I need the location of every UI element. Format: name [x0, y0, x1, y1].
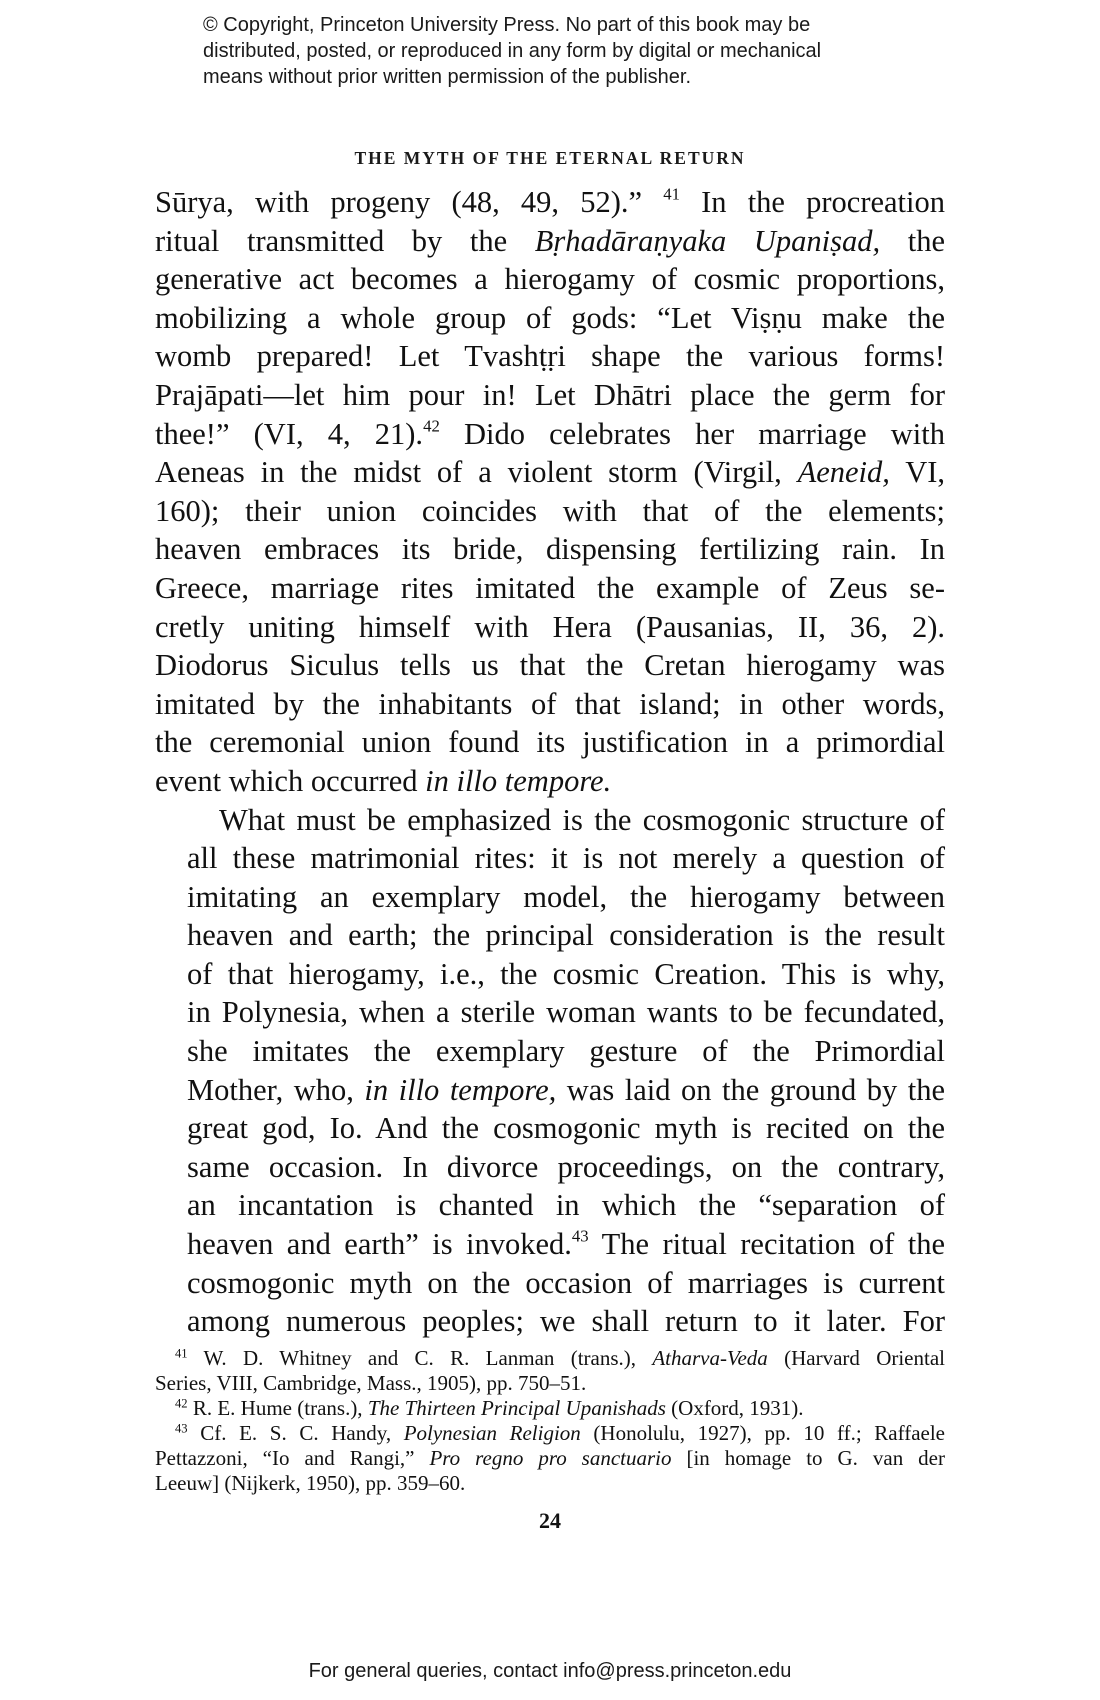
italic-text: Atharva-Veda — [652, 1346, 768, 1370]
text-line: in Polynesia, when a sterile woman wants to be fecundated, — [187, 995, 945, 1030]
copyright-line: distributed, posted, or reproduced in any form by digital or mechanical — [203, 40, 822, 62]
text-line: she imitates the exemplary gesture of the Primordial — [187, 1034, 945, 1069]
italic-text: Pro regno pro sanctuario — [429, 1446, 672, 1470]
text-line: thee!” (VI, 4, 21).$^{42}$ Dido celebrates her marriage with — [155, 415, 946, 451]
footnote-ref: 42 — [423, 415, 440, 435]
text-line: Series, VIII, Cambridge, Mass., 1905), pp. 750–51. — [155, 1371, 587, 1395]
running-head: THE MYTH OF THE ETERNAL RETURN — [354, 148, 746, 168]
copyright-notice — [203, 12, 963, 90]
text-line: $^{43}$ Cf. E. S. C. Handy, Polynesian Religion (Honolulu, 1927), pp. 10 ff.; Raffaele — [175, 1421, 946, 1445]
text-line: great god, Io. And the cosmogonic myth is recited on the — [187, 1111, 945, 1146]
text-line: womb prepared! Let Tvashṭṛi shape the various forms! — [155, 339, 945, 374]
text-line: heaven and earth” is invoked.$^{43}$ The ritual recitation of the — [187, 1226, 945, 1262]
text-line: Mother, who, in illo tempore, was laid on the ground by the — [187, 1072, 945, 1107]
text-line: Greece, marriage rites imitated the example of Zeus se- — [155, 570, 945, 605]
italic-text: Aeneid, — [797, 455, 890, 490]
text-line: ritual transmitted by the Bṛhadāraṇyaka Upaniṣad, the — [155, 223, 945, 258]
footnotes — [155, 1346, 945, 1496]
text-line: $^{42}$ R. E. Hume (trans.), The Thirteen Principal Upanishads (Oxford, 1931). — [175, 1396, 804, 1420]
text-line: cretly uniting himself with Hera (Pausanias, II, 36, 2). — [155, 609, 945, 644]
footnote — [155, 1421, 945, 1496]
text-line: all these matrimonial rites: it is not merely a question of — [187, 841, 945, 876]
text-line: event which occurred in illo tempore. — [155, 763, 612, 798]
footnote-ref: 42 — [175, 1396, 188, 1411]
text-line: 160); their union coincides with that of the elements; — [155, 493, 945, 528]
copyright-line: © Copyright, Princeton University Press. No part of this book may be — [203, 14, 811, 36]
text-line: Sūrya, with progeny (48, 49, 52).” $^{41}$ In the procreation — [155, 184, 945, 219]
footnote — [155, 1346, 945, 1396]
text-line: Prajāpati—let him pour in! Let Dhātri place the germ for — [155, 377, 945, 412]
italic-text: in illo tempore, — [364, 1072, 557, 1107]
text-line: of that hierogamy, i.e., the cosmic Creation. This is why, — [187, 956, 945, 991]
text-line: $^{41}$ W. D. Whitney and C. R. Lanman (trans.), Atharva-Veda (Harvard Oriental — [175, 1346, 945, 1370]
text-line: What must be emphasized is the cosmogonic structure of — [219, 802, 945, 837]
paragraph — [155, 183, 945, 801]
text-line: generative act becomes a hierogamy of cosmic proportions, — [155, 262, 945, 297]
text-line: mobilizing a whole group of gods: “Let Viṣṇu make the — [155, 300, 945, 335]
footnote — [155, 1396, 945, 1421]
text-line: imitated by the inhabitants of that island; in other words, — [155, 686, 945, 721]
text-line: an incantation is chanted in which the “separation of — [187, 1188, 945, 1223]
text-line: the ceremonial union found its justification in a primordial — [155, 725, 945, 760]
footnote-ref: 43 — [175, 1421, 188, 1436]
text-line: Leeuw] (Nijkerk, 1950), pp. 359–60. — [155, 1471, 466, 1495]
body-text — [155, 183, 945, 1341]
footnote-ref: 43 — [571, 1226, 589, 1246]
text-line: heaven embraces its bride, dispensing fertilizing rain. In — [155, 532, 945, 567]
text-line: same occasion. In divorce proceedings, on the contrary, — [187, 1149, 945, 1184]
text-line: Pettazzoni, “Io and Rangi,” Pro regno pro sanctuario [in homage to G. van der — [155, 1446, 945, 1470]
page-number: 24 — [539, 1508, 561, 1533]
text-line: Aeneas in the midst of a violent storm (Virgil, Aeneid, VI, — [155, 455, 945, 490]
italic-text: Bṛhadāraṇyaka Upaniṣad, — [534, 223, 881, 258]
text-line: cosmogonic myth on the occasion of marriages is current — [187, 1265, 945, 1300]
footnote-ref: 41 — [663, 184, 680, 204]
text-line: among numerous peoples; we shall return to it later. For — [187, 1304, 945, 1339]
italic-text: Polynesian Religion — [403, 1421, 581, 1445]
footer-contact: For general queries, contact info@press.princeton.edu — [308, 1660, 792, 1682]
italic-text: The Thirteen Principal Upanishads — [367, 1396, 666, 1420]
footnote-ref: 41 — [175, 1346, 188, 1361]
copyright-line: means without prior written permission of the publisher. — [203, 66, 692, 88]
text-line: heaven and earth; the principal consideration is the result — [187, 918, 945, 953]
text-line: imitating an exemplary model, the hierogamy between — [187, 879, 945, 914]
paragraph — [155, 801, 945, 1341]
text-line: Diodorus Siculus tells us that the Cretan hierogamy was — [155, 648, 945, 683]
italic-text: in illo tempore. — [425, 763, 612, 798]
